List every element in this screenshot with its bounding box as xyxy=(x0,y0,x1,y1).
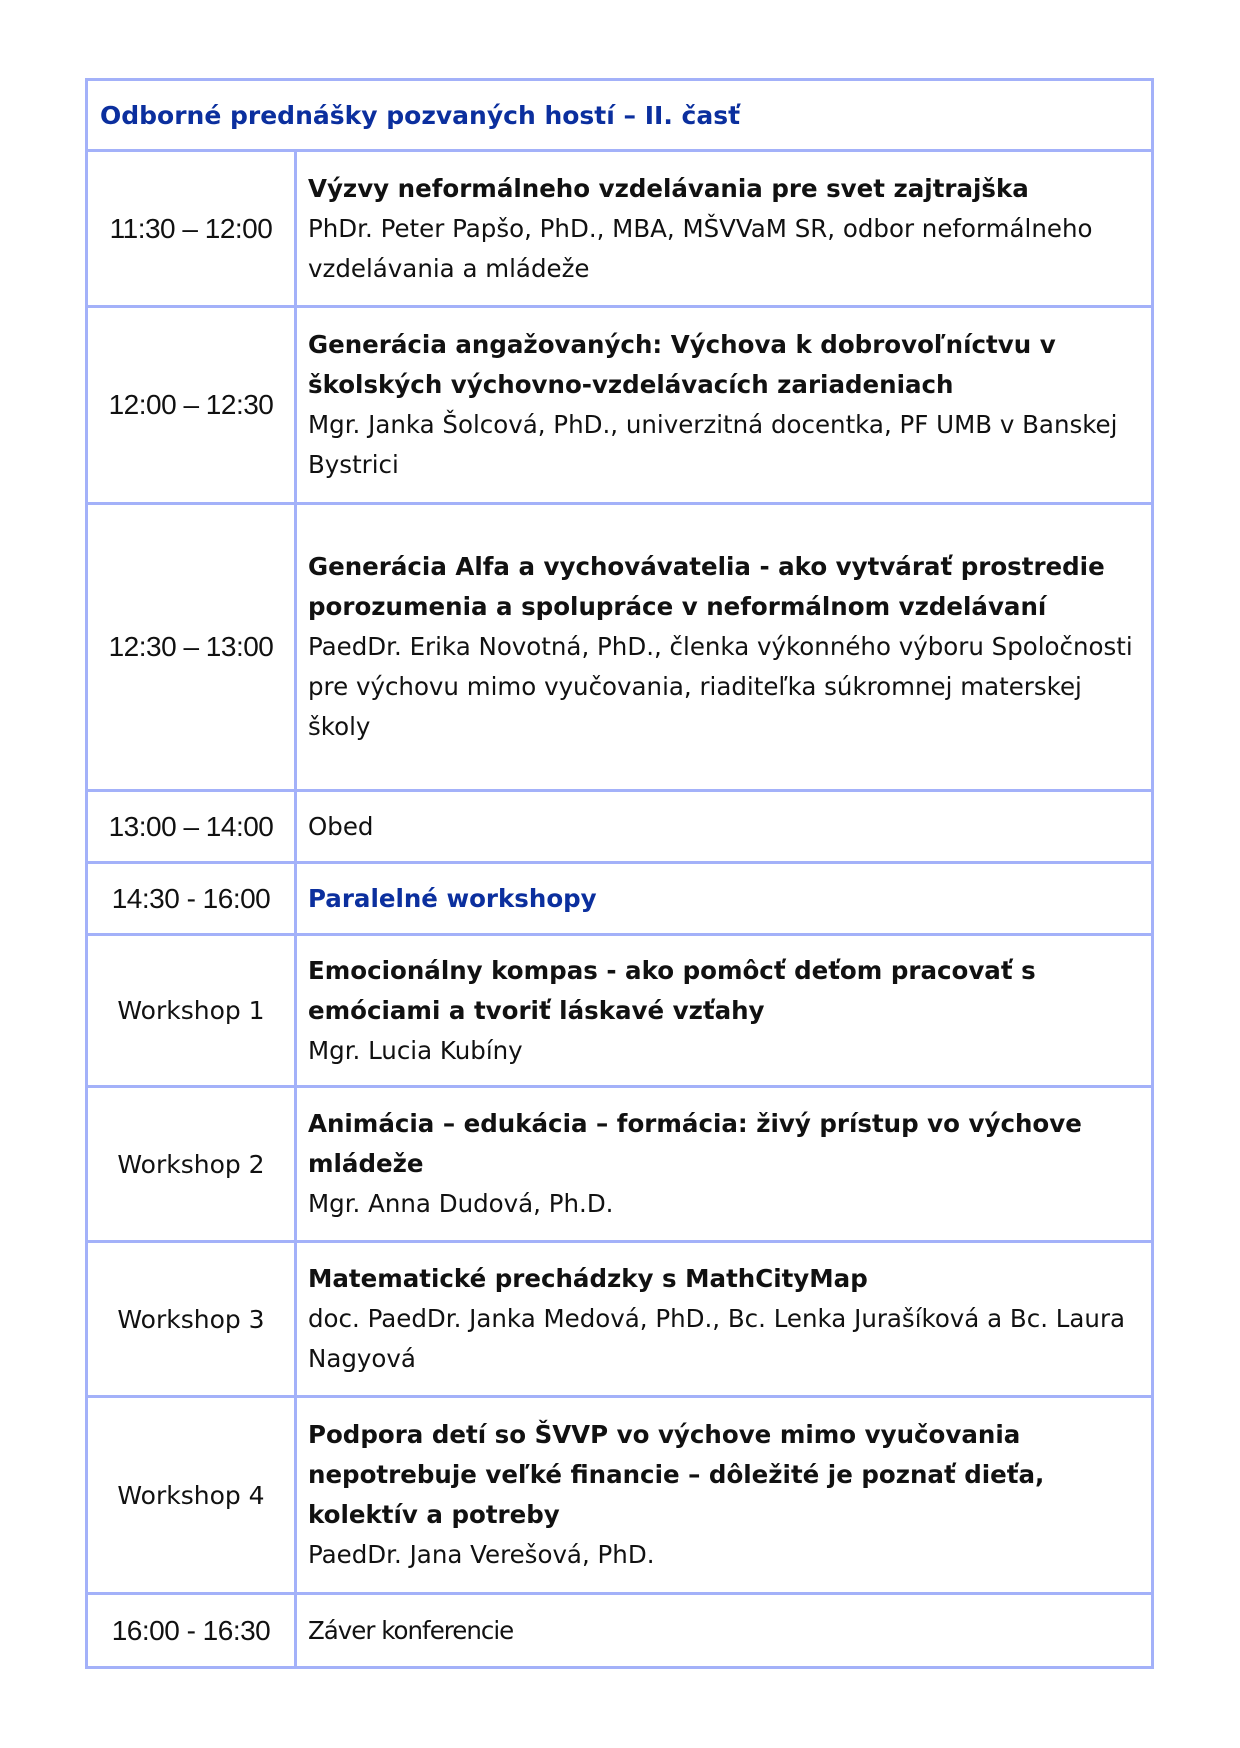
session-cell xyxy=(297,308,1151,502)
session-cell xyxy=(297,1243,1151,1395)
time-slot: 12:00 – 12:30 xyxy=(88,308,297,502)
workshops-cell xyxy=(297,864,1151,933)
time-slot: 14:30 - 16:00 xyxy=(88,864,297,933)
session-speaker: PaedDr. Erika Novotná, PhD., členka výkonného výboru Spoločnosti pre výchovu mimo vyučovania, riaditeľka súkromnej materskej školy xyxy=(308,632,1133,741)
session-speaker: PhDr. Peter Papšo, PhD., MBA, MŠVVaM SR, odbor neformálneho vzdelávania a mládeže xyxy=(308,213,1093,283)
workshops-heading: Paralelné workshopy xyxy=(308,883,597,913)
session-cell xyxy=(297,1398,1151,1592)
workshop-label: Workshop 1 xyxy=(88,936,297,1085)
program-row-workshops xyxy=(88,861,1151,933)
time-slot: 16:00 - 16:30 xyxy=(88,1595,297,1666)
session-title: Podpora detí so ŠVVP vo výchove mimo vyučovania nepotrebuje veľké financie – dôležité je poznať dieťa, kolektív a potreby xyxy=(308,1420,1045,1529)
session-title: Generácia Alfa a vychovávatelia - ako vytvárať prostredie porozumenia a spolupráce v neformálnom vzdelávaní xyxy=(308,552,1105,621)
session-cell xyxy=(297,505,1151,789)
closing-label: Záver konferencie xyxy=(308,1615,514,1645)
program-row xyxy=(88,149,1151,305)
workshop-row xyxy=(88,1085,1151,1240)
program-row xyxy=(88,305,1151,502)
session-speaker: Mgr. Janka Šolcová, PhD., univerzitná docentka, PF UMB v Banskej Bystrici xyxy=(308,410,1118,479)
lunch-label: Obed xyxy=(308,811,374,841)
session-cell xyxy=(297,152,1151,305)
time-slot: 12:30 – 13:00 xyxy=(88,505,297,789)
workshop-label: Workshop 3 xyxy=(88,1243,297,1395)
program-row-closing xyxy=(88,1592,1151,1666)
program-table xyxy=(85,78,1154,1669)
section-header-row xyxy=(88,81,1151,149)
workshop-row xyxy=(88,1395,1151,1592)
workshop-row xyxy=(88,933,1151,1085)
session-cell xyxy=(297,936,1151,1085)
session-title: Generácia angažovaných: Výchova k dobrovoľníctvu v školských výchovno-vzdelávacích zariadeniach xyxy=(308,330,1056,399)
workshop-label: Workshop 2 xyxy=(88,1088,297,1240)
time-slot: 11:30 – 12:00 xyxy=(88,152,297,305)
session-title: Emocionálny kompas - ako pomôcť deťom pracovať s emóciami a tvoriť láskavé vzťahy xyxy=(308,955,1036,1025)
session-title: Výzvy neformálneho vzdelávania pre svet zajtrajška xyxy=(308,173,1029,203)
session-cell xyxy=(297,1088,1151,1240)
session-speaker: Mgr. Anna Dudová, Ph.D. xyxy=(308,1189,614,1218)
session-speaker: PaedDr. Jana Verešová, PhD. xyxy=(308,1540,655,1569)
session-title: Matematické prechádzky s MathCityMap xyxy=(308,1264,868,1293)
session-title: Animácia – edukácia – formácia: živý prístup vo výchove mládeže xyxy=(308,1109,1082,1178)
time-slot: 13:00 – 14:00 xyxy=(88,792,297,861)
workshop-label: Workshop 4 xyxy=(88,1398,297,1592)
workshop-row xyxy=(88,1240,1151,1395)
program-row xyxy=(88,502,1151,789)
section-title: Odborné prednášky pozvaných hostí – II. časť xyxy=(100,100,741,130)
closing-cell xyxy=(297,1595,1151,1666)
session-speaker: Mgr. Lucia Kubíny xyxy=(308,1035,523,1065)
program-row-lunch xyxy=(88,789,1151,861)
session-speaker: doc. PaedDr. Janka Medová, PhD., Bc. Lenka Jurašíková a Bc. Laura Nagyová xyxy=(308,1304,1126,1373)
lunch-cell xyxy=(297,792,1151,861)
